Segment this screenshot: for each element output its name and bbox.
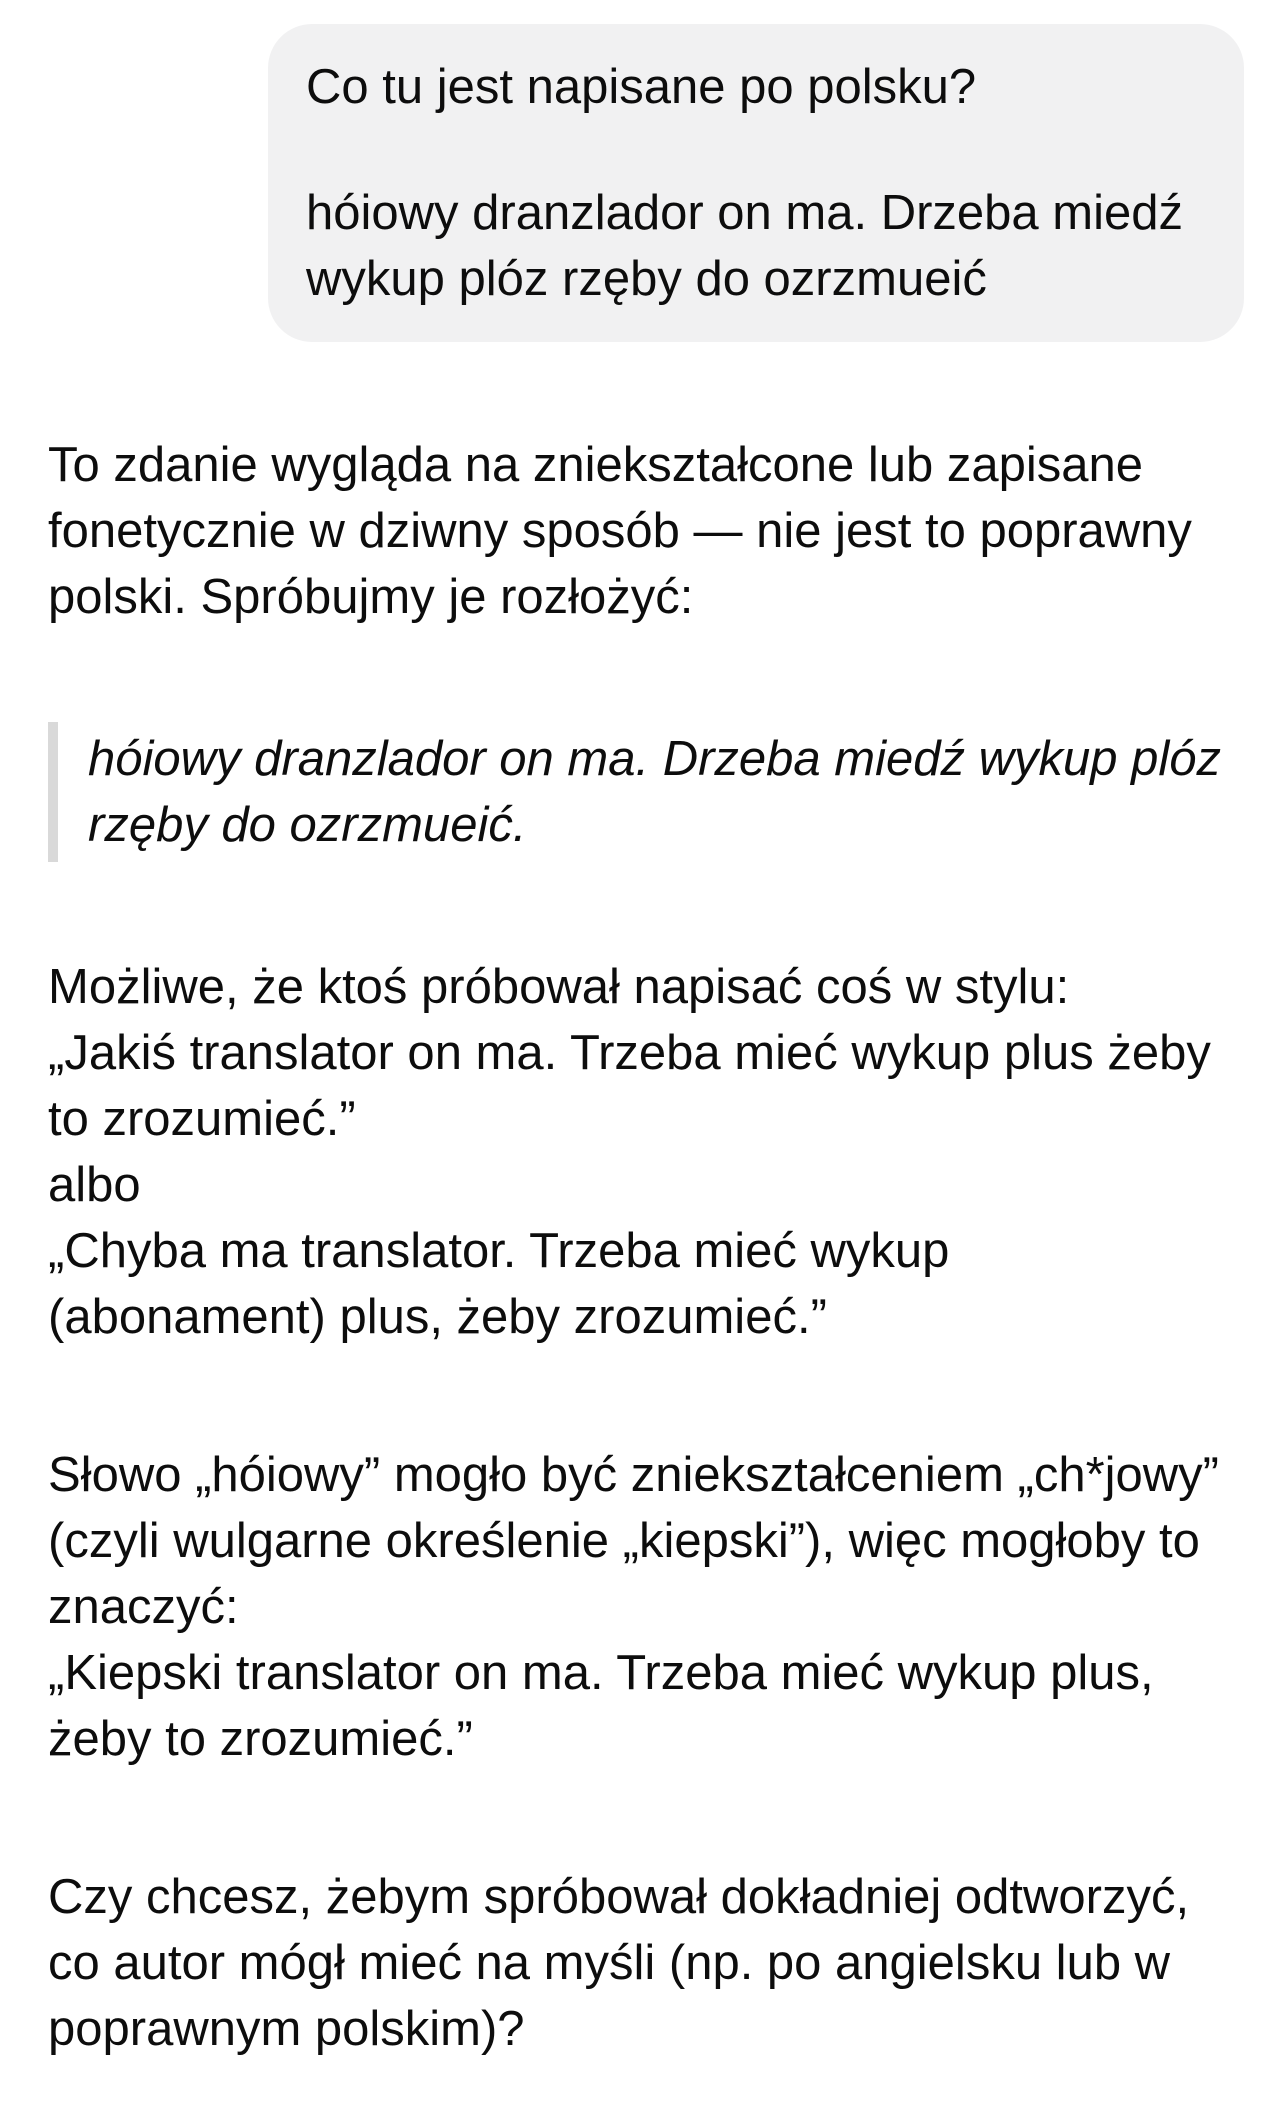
assistant-closing-question: Czy chcesz, żebym spróbował dokładniej odtworzyć, co autor mógł mieć na myśli (np. po angielsku lub w poprawnym polskim)?: [48, 1870, 1190, 2056]
blockquote-text: hóiowy dranzlador on ma. Drzeba miedź wykup plóz rzęby do ozrzmueić.: [88, 732, 1221, 852]
user-message-bubble[interactable]: [268, 24, 1244, 342]
guess-separator-line: albo: [48, 1158, 141, 1212]
user-question-text: Co tu jest napisane po polsku?: [306, 60, 977, 114]
guess-option2-line: „Chyba ma translator. Trzeba mieć wykup (abonament) plus, żeby zrozumieć.”: [48, 1224, 950, 1344]
user-garbled-text: hóiowy dranzlador on ma. Drzeba miedź wykup plóz rzęby do ozrzmueić: [306, 186, 1183, 306]
user-message-row: [0, 0, 1284, 342]
guess-option1-line: „Jakiś translator on ma. Trzeba mieć wykup plus żeby to zrozumieć.”: [48, 1026, 1211, 1146]
slowo-result-line: „Kiepski translator on ma. Trzeba mieć wykup plus, żeby to zrozumieć.”: [48, 1646, 1154, 1766]
guess-intro-line: Możliwe, że ktoś próbował napisać coś w stylu:: [48, 960, 1070, 1014]
garbled-sentence-blockquote: [48, 722, 1240, 862]
assistant-message: [0, 342, 1284, 2062]
assistant-guess-paragraph: [48, 954, 1240, 1350]
assistant-analysis-intro: To zdanie wygląda na zniekształcone lub zapisane fonetycznie w dziwny sposób — nie jest to poprawny polski. Spróbujmy je rozłożyć:: [48, 438, 1192, 624]
assistant-slowo-paragraph: [48, 1442, 1240, 1772]
slowo-explanation-line: Słowo „hóiowy” mogło być zniekształceniem „ch*jowy” (czyli wulgarne określenie „kiepski”), więc mogłoby to znaczyć:: [48, 1448, 1219, 1634]
